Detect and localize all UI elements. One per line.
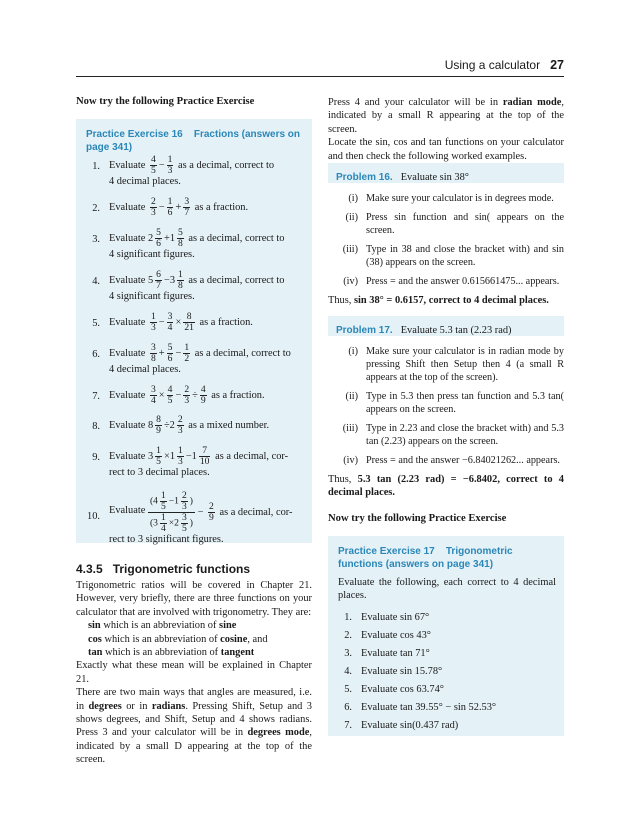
problem-17-step: (iv) Press = and the answer −6.84021262... appears. [343,455,560,466]
section-heading: 4.3.5 Trigonometric functions [76,562,251,576]
locate-paragraph: Locate the sin, cos and tan functions on your calculator and then check the following worked examples. [328,137,564,162]
definition-item: sin which is an abbreviation of sine [88,620,237,632]
definition-item: cos which is an abbreviation of cosine, and [88,633,268,645]
intro-paragraph: Trigonometric ratios will be covered in Chapter 21. However, very briefly, there are three functions on your calculator that are involved with trigonometry. They are: [76,580,312,618]
explanation-paragraph: Exactly what these mean will be explained in Chapter 21. [76,660,312,685]
angles-paragraph: There are two main ways that angles are measured, i.e. in degrees or in radians. Pressing Shift, Setup and 3 shows degrees, and Shift, Setup and 4 shows radians. Press 3 and your calculator will be in degrees mode, indicated by a small D appearing at the top of the screen. [76,687,312,766]
problem-17-step: (ii) Type in 5.3 then press tan function and 5.3 tan( appears on the screen. [345,391,564,415]
problem-17-step: (i) Make sure your calculator is in radian mode by pressing Shift then Setup then 4 (a small R appears at the top of the screen). [348,346,564,383]
problem-16-step: (ii) Press sin function and sin( appears on the screen. [345,212,564,236]
running-header [445,58,564,72]
practice-exercise-17-title: Practice Exercise 17 Trigonometric functions (answers on page 341) [338,546,513,570]
practice-exercise-16-box: Practice Exercise 16 Fractions (answers on page 341) 1. Evaluate $\frac{4}{5}$ − $\frac{1}{3}$ as a decimal, correct to 4 decimal places. 2. Evaluate $\frac{2}{3}$ − $\frac{1}{6}$ + $\frac{3}{7}$ as a fraction. 3. Evaluate 2 $\frac{5}{6}$ +1 $\frac{5}{8}$ as a decimal, correct to 4 significant figures. 4. Evaluate 5 $\frac{6}{7}$ −3 $\frac{1}{8}$ as a decimal, correct to 4 significant figures. 5. Evaluate $\frac{1}{3}$ − $\frac{3}{4}$ × $\frac{8}{21}$ as a fraction. 6. Evaluate $\frac{3}{8}$ + $\frac{5}{6}$ − $\frac{1}{2}$ as a decimal, correct to 4 decimal places. 7. Evaluate $\frac{3}{4}$ × $\frac{4}{5}$ − $\frac{2}{3}$ ÷ $\frac{4}{9}$ as a fraction. 8. Evaluate 8 $\frac{8}{9}$ ÷2 $\frac{2}{3}$ as a mixed number. 9. Evaluate 3 $\frac{1}{5}$ ×1 $\frac{1}{3}$ −1 $\frac{7}{10}$ as a decimal, cor- rect to 3 decimal places. 10. Evaluate (4 $\frac{1}{5}$ −1 $\frac{2}{3}$ ) (3 $\frac{1}{4}$ ×2 $\frac{3}{5}$ ) − $\frac{2}{9}$ as a decimal, cor- rect to 3 significant figures. [76,119,312,543]
header-title: Using a calculator [444,58,541,72]
exercise-item: 1. Evaluate $\frac{4}{5}$ − $\frac{1}{3}$ as a decimal, correct to 4 decimal places. [92,154,275,187]
left-body [76,579,312,767]
radian-paragraph: Press 4 and your calculator will be in radian mode, indicated by a small R appearing at the top of the screen. [328,97,564,135]
definition-item: tan which is an abbreviation of tangent [88,647,255,659]
practice-exercise-17-box: Practice Exercise 17 Trigonometric functions (answers on page 341) Evaluate the following, each correct to 4 decimal places. 1. Evaluate sin 67° 2. Evaluate cos 43° 3. Evaluate tan 71° 4. Evaluate sin 15.78° 5. Evaluate cos 63.74° 6. Evaluate tan 39.55° − sin 52.53° 7. Evaluate sin(0.437 rad) [328,536,564,736]
problem-16-result: Thus, sin 38° = 0.6157, correct to 4 decimal places. [328,295,549,306]
problem-16-step: (iii) Type in 38 and close the bracket with) and sin (38) appears on the screen. [342,244,564,268]
left-lead: Now try the following Practice Exercise [76,96,255,107]
problem-16-step: (i) Make sure your calculator is in degrees mode. [348,193,554,204]
problem-17-step: (iii) Type in 2.23 and close the bracket with) and 5.3 tan (2.23) appears on the screen. [342,423,564,447]
practice-exercise-16-title: Practice Exercise 16 Fractions (answers on page 341) [86,129,301,153]
problem-17-bar: Problem 17. Evaluate 5.3 tan (2.23 rad) [328,316,564,336]
practice-exercise-17-intro: Evaluate the following, each correct to 4 decimal places. [338,577,556,602]
header-rule [76,76,564,77]
problem-16-bar: Problem 16. Evaluate sin 38° [328,163,564,183]
right-lead: Now try the following Practice Exercise [328,513,507,524]
compound-fraction: (4 $\frac{1}{5}$ −1 $\frac{2}{3}$ ) (3 $\frac{1}{4}$ ×2 $\frac{3}{5}$ ) [149,490,193,534]
problem-16-step: (iv) Press = and the answer 0.615661475... appears. [343,276,560,287]
problem-17-result: Thus, 5.3 tan (2.23 rad) = −6.8402, correct to 4 decimal places. [328,474,564,499]
right-intro [328,96,564,163]
page-number: 27 [550,58,564,72]
